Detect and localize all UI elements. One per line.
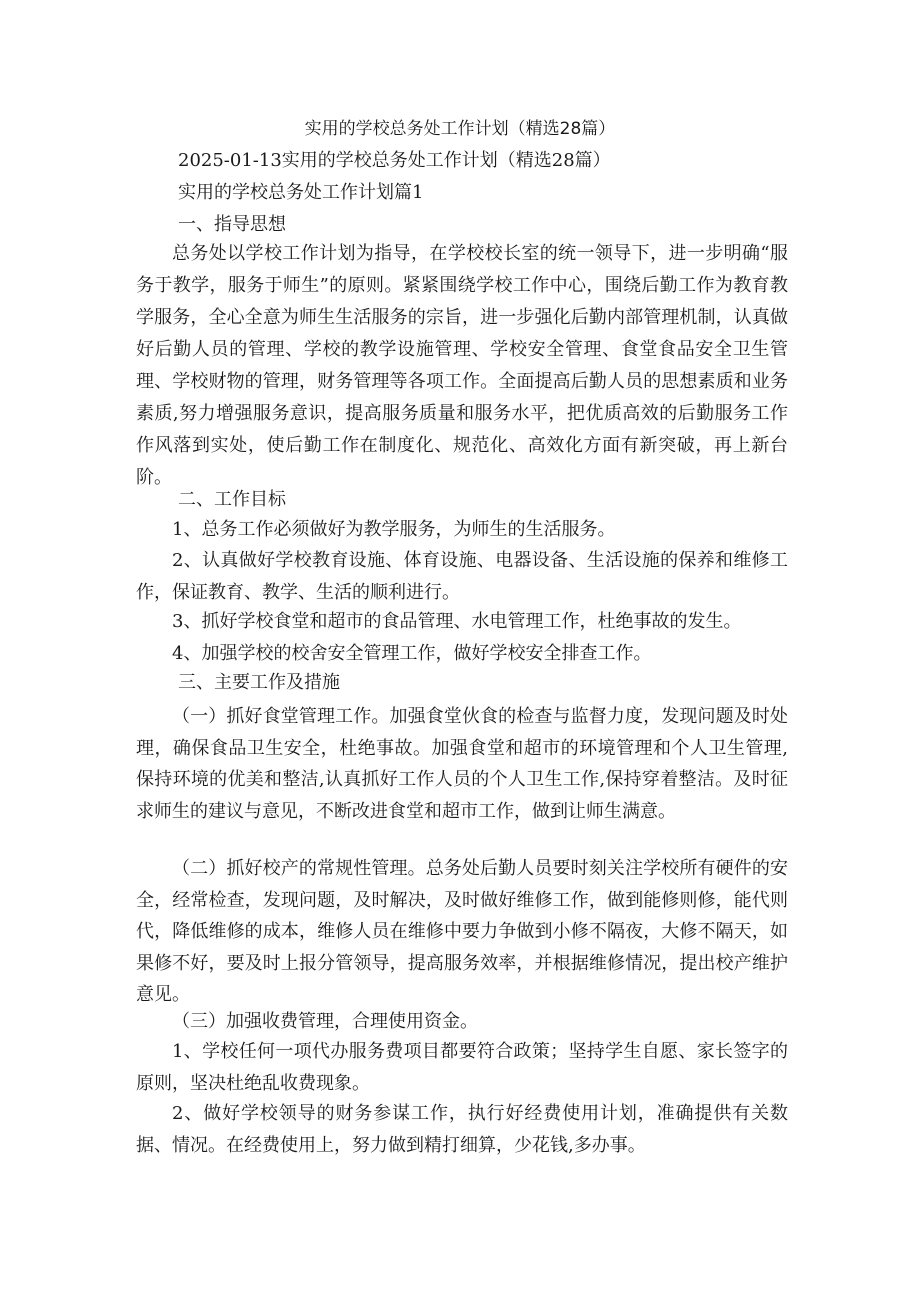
goal-item-2: 2、认真做好学校教育设施、体育设施、电器设备、生活设施的保养和维修工作，保证教育、教学、生活的顺利进行。 xyxy=(136,550,788,603)
document-title: 实用的学校总务处工作计划（精选28篇） xyxy=(304,119,616,139)
paragraph-guiding-thought: 总务处以学校工作计划为指导，在学校校长室的统一领导下，进一步明确“服务于教学，服务于师生”的原则。紧紧围绕学校工作中心，围绕后勤工作为教育教学服务，全心全意为师生生活服务的宗旨，进一步强化后勤内部管理机制，认真做好后勤人员的管理、学校的教学设施管理、学校安全管理、食堂食品安全卫生管理、学校财物的管理，财务管理等各项工作。全面提高后勤人员的思想素质和业务素质,努力增强服务意识，提高服务质量和服务水平，把优质高效的后勤服务工作作风落到实处，使后勤工作在制度化、规范化、高效化方面有新突破，再上新台阶。 xyxy=(136,243,788,488)
paragraph-asset-management: （二）抓好校产的常规性管理。总务处后勤人员要时刻关注学校所有硬件的安全，经常检查，发现问题，及时解决，及时做好维修工作，做到能修则修，能代则代，降低维修的成本，维修人员在维修中要力争做到小修不隔夜，大修不隔天，如果修不好，要及时上报分管领导，提高服务效率，并根据维修情况，提出校产维护意见。 xyxy=(136,858,788,1005)
section-heading-guiding-thought: 一、指导思想 xyxy=(178,214,286,235)
paragraph-canteen-management: （一）抓好食堂管理工作。加强食堂伙食的检查与监督力度，发现问题及时处理，确保食品卫生安全，杜绝事故。加强食堂和超市的环境管理和个人卫生管理,保持环境的优美和整洁,认真抓好工作人员的个人卫生工作,保持穿着整洁。及时征求师生的建议与意见，不断改进食堂和超市工作，做到让师生满意。 xyxy=(136,706,788,822)
fee-item-1: 1、学校任何一项代办服务费项目都要符合政策；坚持学生自愿、家长签字的原则，坚决杜绝乱收费现象。 xyxy=(136,1041,788,1094)
section-heading-work-goals: 二、工作目标 xyxy=(178,489,286,510)
fee-item-2: 2、做好学校领导的财务参谋工作，执行好经费使用计划，准确提供有关数据、情况。在经费使用上，努力做到精打细算，少花钱,多办事。 xyxy=(136,1103,788,1156)
article-heading: 实用的学校总务处工作计划篇1 xyxy=(178,182,424,203)
goal-item-1: 1、总务工作必须做好为教学服务，为师生的生活服务。 xyxy=(172,519,616,540)
section-heading-main-work: 三、主要工作及措施 xyxy=(178,672,340,693)
paragraph-fee-management: （三）加强收费管理，合理使用资金。 xyxy=(172,1011,478,1032)
meta-line: 2025-01-13实用的学校总务处工作计划（精选28篇） xyxy=(178,150,611,171)
goal-item-4: 4、加强学校的校舍安全管理工作，做好学校安全排查工作。 xyxy=(172,643,652,664)
goal-item-3: 3、抓好学校食堂和超市的食品管理、水电管理工作，杜绝事故的发生。 xyxy=(172,611,742,632)
